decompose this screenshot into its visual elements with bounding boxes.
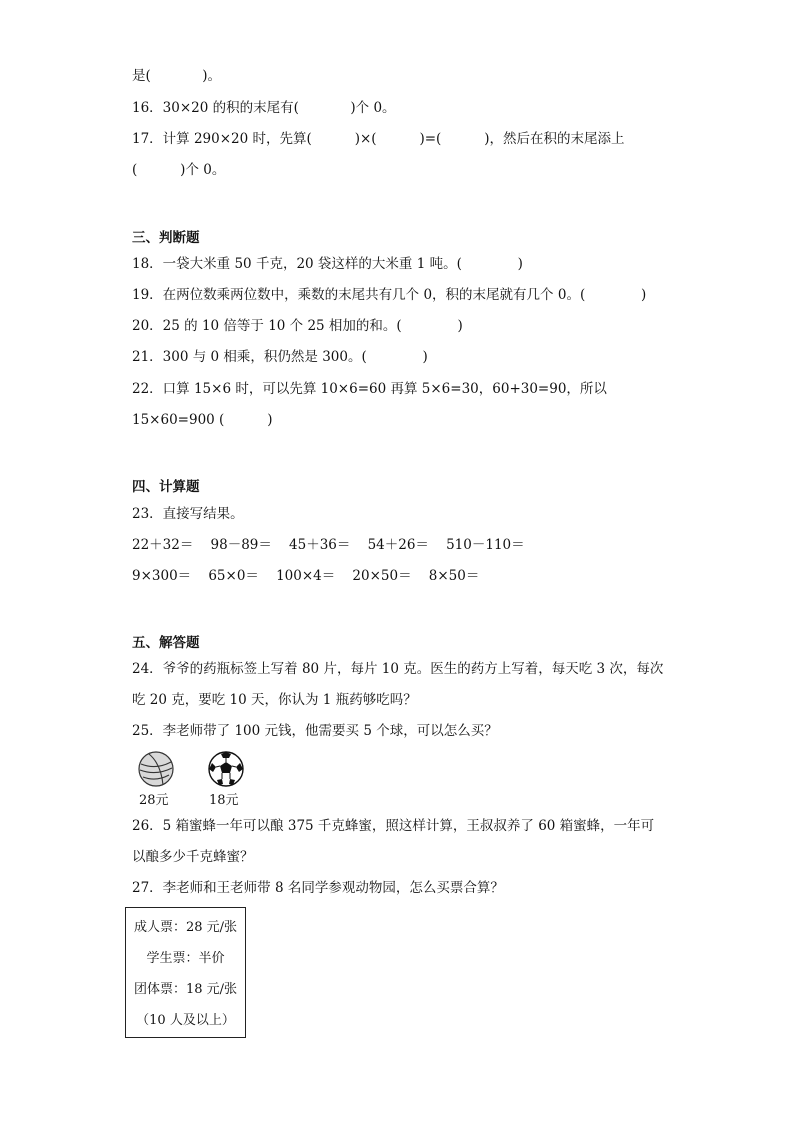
question-17-line2: ( )个 0。 [132, 162, 226, 178]
question-23: 23．直接写结果。 [132, 506, 244, 522]
question-20: 20．25 的 10 倍等于 10 个 25 相加的和。( ) [132, 318, 463, 334]
question-22-line1: 22．口算 15×6 时，可以先算 10×6=60 再算 5×6=30，60+30=90，所以 [132, 381, 607, 397]
question-27: 27．李老师和王老师带 8 名同学参观动物园，怎么买票合算？ [132, 880, 504, 896]
group-ticket-note: （10 人及以上） [136, 1013, 235, 1028]
section-heading-answer: 五、解答题 [132, 635, 200, 651]
question-22-line2: 15×60=900 ( ) [132, 412, 273, 428]
calc-row-1: 22＋32＝ 98－89＝ 45＋36＝ 54＋26＝ 510－110＝ [132, 537, 525, 553]
question-24-line1: 24．爷爷的药瓶标签上写着 80 片，每片 10 克。医生的药方上写着，每天吃 3 次，每次 [132, 661, 664, 677]
question-18: 18．一袋大米重 50 千克，20 袋这样的大米重 1 吨。( ) [132, 256, 523, 272]
adult-ticket-price: 成人票：28 元/张 [133, 920, 238, 935]
volleyball-image [137, 750, 175, 788]
student-ticket-price: 学生票：半价 [146, 951, 225, 966]
calc-row-2: 9×300＝ 65×0＝ 100×4＝ 20×50＝ 8×50＝ [132, 568, 480, 584]
question-21: 21．300 与 0 相乘，积仍然是 300。( ) [132, 349, 428, 365]
q15-tail: 是( )。 [132, 68, 222, 84]
question-19: 19．在两位数乘两位数中，乘数的末尾共有几个 0，积的末尾就有几个 0。( ) [132, 287, 647, 303]
section-heading-judge: 三、判断题 [132, 230, 200, 246]
question-17-line1: 17．计算 290×20 时，先算( )×( )=( )，然后在积的末尾添上 [132, 131, 625, 147]
ticket-price-box [125, 907, 246, 1038]
question-26-line1: 26．5 箱蜜蜂一年可以酿 375 千克蜂蜜，照这样计算，王叔叔养了 60 箱蜜蜂，一年可 [132, 818, 655, 834]
group-ticket-price: 团体票：18 元/张 [133, 982, 238, 997]
volleyball-price: 28元 [139, 793, 169, 808]
question-25: 25．李老师带了 100 元钱，他需要买 5 个球，可以怎么买？ [132, 723, 498, 739]
question-16: 16．30×20 的积的末尾有( )个 0。 [132, 100, 396, 116]
question-26-line2: 以酿多少千克蜂蜜？ [132, 849, 254, 865]
soccer-ball-price: 18元 [209, 793, 239, 808]
soccer-ball-image [207, 750, 245, 788]
section-heading-calc: 四、计算题 [132, 479, 200, 495]
question-24-line2: 吃 20 克，要吃 10 天，你认为 1 瓶药够吃吗？ [132, 692, 417, 708]
